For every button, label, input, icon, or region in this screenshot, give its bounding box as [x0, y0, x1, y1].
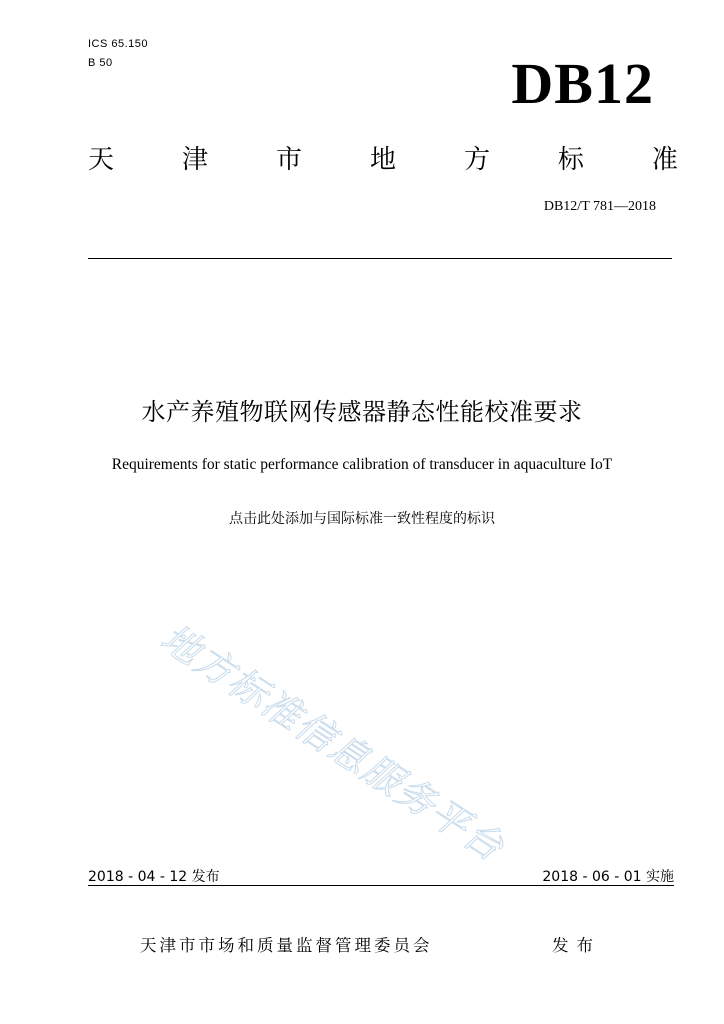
standard-type-char: 津 [181, 145, 208, 175]
standard-type-char: 标 [557, 145, 584, 175]
standard-number: DB12/T 781—2018 [543, 199, 656, 214]
standard-type-char: 地 [369, 145, 396, 175]
standard-type-char: 方 [463, 145, 490, 175]
bottom-divider [88, 885, 674, 886]
implementation-date: 2018 - 06 - 01 实施 [542, 869, 674, 885]
ccs-code: B 50 [88, 57, 113, 69]
top-divider [88, 258, 672, 259]
title-english: Requirements for static performance calibration of transducer in aquaculture IoT [111, 456, 613, 473]
watermark: 地方标准信息服务平台 [153, 615, 513, 871]
issue-date: 2018 - 04 - 12 发布 [88, 869, 220, 885]
standard-type-char: 市 [275, 145, 302, 175]
standard-type-char: 准 [651, 145, 678, 175]
standard-type [88, 143, 678, 177]
consistency-placeholder[interactable]: 点击此处添加与国际标准一致性程度的标识 [229, 511, 495, 527]
ics-code: ICS 65.150 [88, 38, 149, 50]
db-code-logo: DB12 [511, 51, 654, 116]
title-chinese: 水产养殖物联网传感器静态性能校准要求 [141, 398, 583, 426]
publisher: 天津市市场和质量监督管理委员会 [140, 936, 433, 955]
standard-type-char: 天 [88, 145, 115, 175]
publish-label: 发布 [552, 936, 601, 955]
